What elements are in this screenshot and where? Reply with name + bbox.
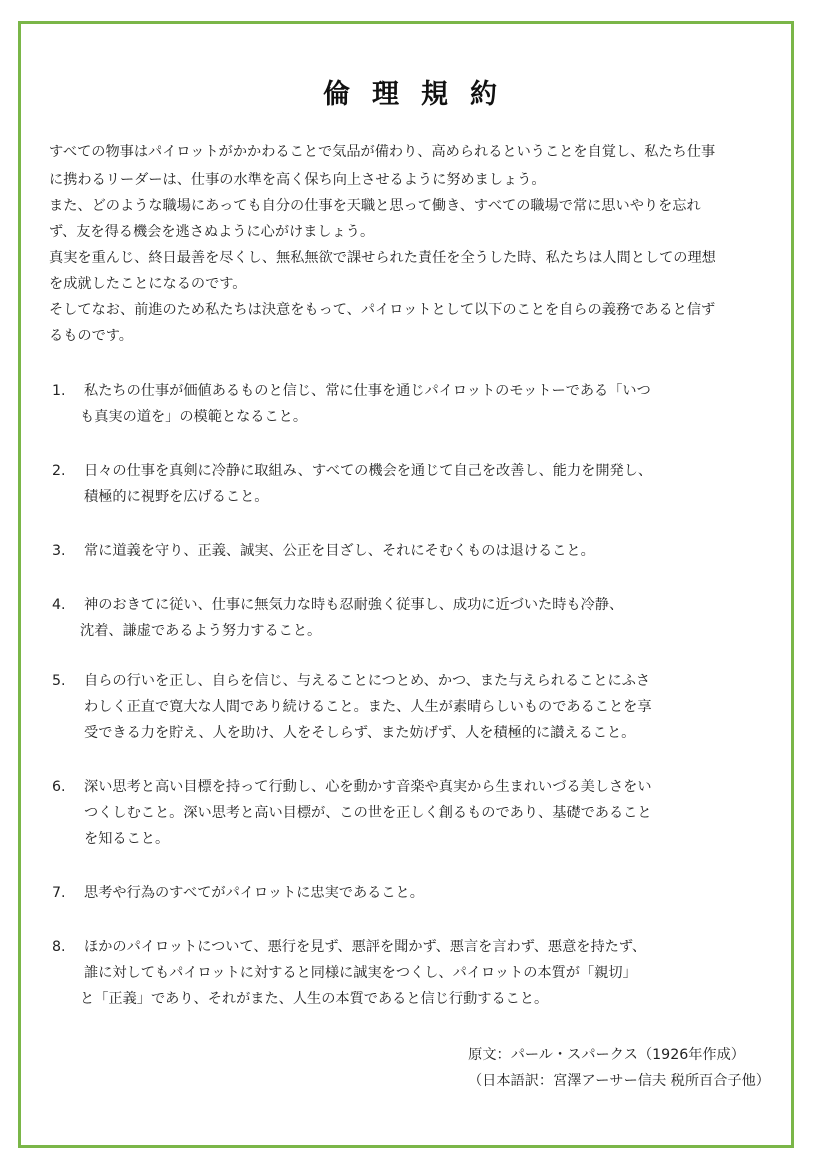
- list-item-line: 思考や行為のすべてがパイロットに忠実であること。: [84, 885, 424, 901]
- preamble-line: ず、友を得る機会を逃さぬように心がけましょう。: [49, 224, 375, 240]
- list-item-number: 8.: [52, 939, 66, 955]
- list-item-line: 誰に対してもパイロットに対すると同様に誠実をつくし、パイロットの本質が「親切」: [84, 965, 637, 981]
- list-item-line: わしく正直で寛大な人間であり続けること。また、人生が素晴らしいものであることを享: [84, 699, 652, 715]
- preamble-line: に携わるリーダーは、仕事の水準を高く保ち向上させるように努めましょう。: [49, 172, 546, 188]
- page-title: 倫理規約: [323, 79, 519, 110]
- list-item-line: と「正義」であり、それがまた、人生の本質であると信じ行動すること。: [80, 991, 549, 1007]
- list-item-line: 私たちの仕事が価値あるものと信じ、常に仕事を通じパイロットのモットーである「いつ: [84, 383, 651, 399]
- list-item-number: 7.: [52, 885, 66, 901]
- credit-original: 原文：パール・スパークス（1926年作成）: [468, 1047, 745, 1063]
- list-item-line: 深い思考と高い目標を持って行動し、心を動かす音楽や真実から生まれいづる美しさをい: [84, 779, 652, 795]
- preamble-line: すべての物事はパイロットがかかわることで気品が備わり、高められるということを自覚し、私たち仕事: [49, 144, 716, 160]
- list-item-number: 5.: [52, 673, 66, 689]
- preamble-line: そしてなお、前進のため私たちは決意をもって、パイロットとして以下のことを自らの義務であると信ず: [49, 302, 716, 318]
- list-item-line: 自らの行いを正し、自らを信じ、与えることにつとめ、かつ、また与えられることにふさ: [84, 673, 651, 689]
- list-item-line: 神のおきてに従い、仕事に無気力な時も忍耐強く従事し、成功に近づいた時も冷静、: [84, 597, 624, 613]
- preamble-line: るものです。: [49, 328, 133, 344]
- list-item-line: を知ること。: [84, 831, 170, 847]
- credit-translation: （日本語訳：宮澤アーサー信夫 税所百合子他）: [467, 1073, 770, 1089]
- list-item-number: 2.: [52, 463, 66, 479]
- list-item-line: 沈着、謙虚であるよう努力すること。: [80, 623, 322, 639]
- list-item-number: 1.: [52, 383, 66, 399]
- list-item-number: 4.: [52, 597, 66, 613]
- preamble-line: を成就したことになるのです。: [49, 276, 247, 292]
- list-item-line: ほかのパイロットについて、悪行を見ず、悪評を聞かず、悪言を言わず、悪意を持たず、: [84, 939, 647, 955]
- list-item-line: も真実の道を」の模範となること。: [80, 409, 308, 425]
- list-item-number: 6.: [52, 779, 66, 795]
- list-item-line: つくしむこと。深い思考と高い目標が、この世を正しく創るものであり、基礎であること: [84, 805, 652, 821]
- list-item-line: 受できる力を貯え、人を助け、人をそしらず、また妨げず、人を積極的に讃えること。: [84, 725, 636, 741]
- preamble-line: また、どのような職場にあっても自分の仕事を天職と思って働き、すべての職場で常に思いやりを忘れ: [49, 198, 701, 214]
- list-item-line: 常に道義を守り、正義、誠実、公正を目ざし、それにそむくものは退けること。: [84, 543, 595, 559]
- list-item-line: 積極的に視野を広げること。: [84, 489, 269, 505]
- list-item-number: 3.: [52, 543, 66, 559]
- preamble-line: 真実を重んじ、終日最善を尽くし、無私無欲で課せられた責任を全うした時、私たちは人間としての理想: [49, 250, 716, 266]
- list-item-line: 日々の仕事を真剣に冷静に取組み、すべての機会を通じて自己を改善し、能力を開発し、: [84, 463, 653, 479]
